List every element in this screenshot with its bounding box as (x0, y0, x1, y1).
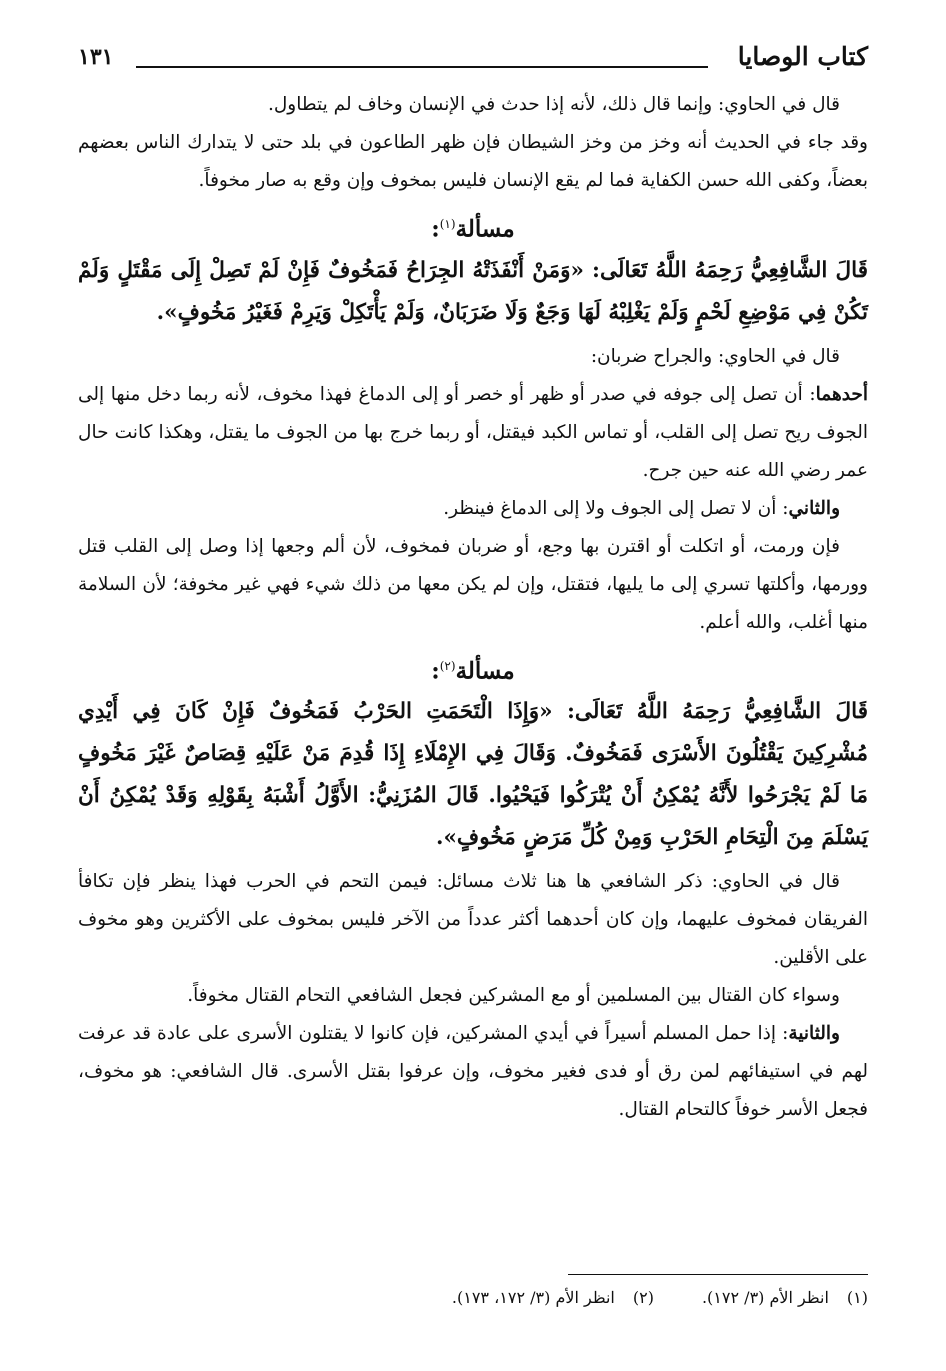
section2-paragraph-3-lead: والثانية (788, 1023, 840, 1045)
section-heading-1-text: مسألة (455, 215, 515, 243)
header-rule (136, 66, 708, 68)
footnote-1-number: (١) (846, 1288, 868, 1307)
section1-paragraph-2-body: : أن تصل إلى جوفه في صدر أو ظهر أو خصر أو إلى الدماغ فهذا مخوف، لأنه ربما دخل منها إلى الجوف ريح تصل إلى القلب، أو تماس الكبد فيقتل، أو ربما خرج بها من الجوف ما يقتل، وهكذا كانت حال عمر رضي الله عنه حين جرح. (78, 383, 868, 481)
footnote-2-text: انظر الأم (٣/ ١٧٢، ١٧٣). (451, 1288, 615, 1307)
footnote-1 (702, 1288, 868, 1307)
page-number: ١٣١ (78, 44, 114, 70)
section-heading-1 (78, 204, 868, 250)
section2-quote: قَالَ الشَّافِعِيُّ رَحِمَهُ اللَّهُ تَعَالَى: «وَإِذَا الْتَحَمَتِ الحَرْبُ فَمَخُوفٌ فَإِنْ كَانَ فِي أَيْدِي مُشْرِكِينَ يَقْتُلُونَ الأَسْرَى فَمَخُوفٌ. وَقَالَ فِي الإِمْلَاءِ إِذَا قُدِمَ مَنْ عَلَيْهِ قِصَاصٌ غَيْرَ مَخُوفٍ مَا لَمْ يَجْرَحُوا لأَنَّهُ يُمْكِنُ أَنْ يُتْرَكُوا فَيَحْيُوا. قَالَ المُزَنِيُّ: الأَوَّلُ أَشْبَهُ بِقَوْلِهِ وَقَدْ يُمْكِنُ أَنْ يَسْلَمَ مِنَ الْتِحَامِ الحَرْبِ وَمِنْ كُلِّ مَرَضٍ مَخُوفٍ». (78, 699, 868, 851)
section-heading-2 (78, 646, 868, 692)
intro-paragraph-1: قال في الحاوي: وإنما قال ذلك، لأنه إذا حدث في الإنسان وخاف لم يتطاول. (267, 94, 840, 115)
section1-paragraph-4: فإن ورمت، أو اتكلت أو اقترن بها وجع، أو ضربان فمخوف، لأن ألم وجعها إذا وصل إلى القلب قتل وورمها، وأكلتها تسري إلى ما يليها، فتقتل، وإن لم يكن معها من ذلك شيء فهي غير مخوفة؛ لأن السلامة منها أغلب، والله أعلم. (78, 535, 868, 633)
section-heading-2-text: مسألة (455, 657, 515, 685)
section1-paragraph-2 (78, 376, 868, 490)
section1-paragraph-1: قال في الحاوي: والجراح ضربان: (590, 345, 840, 367)
section1-paragraph-3-body: : أن لا تصل إلى الجوف ولا إلى الدماغ فينظر. (443, 497, 789, 519)
footnote-rule (568, 1274, 868, 1275)
section2-paragraph-3 (78, 1015, 868, 1129)
section-heading-2-suffix: : (431, 657, 440, 685)
section2-paragraph-1: قال في الحاوي: ذكر الشافعي ها هنا ثلاث مسائل: فيمن التحم في الحرب فهذا ينظر فإن تكافأ الفريقان فمخوف عليهما، وإن كان أحدهما أكثر عدداً من الآخر فليس بمخوف على الأكثرين وهو مخوف على الأقلين. (78, 871, 868, 969)
section2-paragraph-3-body: : إذا حمل المسلم أسيراً في أيدي المشركين، فإن كانوا لا يقتلون الأسرى على عادة قد عرفت لهم في استيفائهم لمن رق أو فدى فغير مخوف، وإن عرفوا بقتل الأسرى. قال الشافعي: هو مخوف، فجعل الأسر خوفاً كالتحام القتال. (78, 1023, 868, 1121)
footnote-1-text: انظر الأم (٣/ ١٧٢). (701, 1288, 829, 1307)
section2-paragraph-2: وسواء كان القتال بين المسلمين أو مع المشركين فجعل الشافعي التحام القتال مخوفاً. (187, 985, 840, 1007)
footnotes (78, 1288, 868, 1307)
footnote-ref-2: (٢) (439, 658, 456, 673)
section1-paragraph-3-lead: والثاني (788, 497, 840, 519)
section-heading-1-suffix: : (431, 215, 440, 243)
section1-paragraph-3 (78, 490, 868, 528)
book-page (78, 36, 868, 1351)
footnote-2 (452, 1288, 654, 1307)
intro-paragraph-2: وقد جاء في الحديث أنه وخز من وخز الشيطان فإن ظهر الطاعون في بلد حتى لا يتدارك الناس بعضهم بعضاً، وكفى الله حسن الكفاية فما لم يقع الإنسان فليس بمخوف وإن وقع به صار مخوفاً. (78, 132, 868, 191)
footnote-ref-1: (١) (439, 217, 456, 231)
section1-paragraph-2-lead: أحدهما (815, 383, 868, 405)
section1-quote: قَالَ الشَّافِعِيُّ رَحِمَهُ اللَّهُ تَعَالَى: «وَمَنْ أَنْفَذَتْهُ الجِرَاحُ فَمَخُوفٌ فَإِنْ لَمْ تَصِلْ إِلَى مَقْتَلٍ وَلَمْ تَكُنْ فِي مَوْضِعِ لَحْمٍ وَلَمْ يَغْلِبْهُ لَهَا وَجَعٌ وَلَا ضَرَبَانٌ، وَلَمْ يَأْتَكِلْ وَيَرِمْ فَغَيْرُ مَخُوفٍ». (78, 257, 868, 325)
page-header (78, 36, 868, 86)
book-title: كتاب الوصايا (737, 42, 868, 71)
footnote-2-number: (٢) (632, 1288, 654, 1307)
